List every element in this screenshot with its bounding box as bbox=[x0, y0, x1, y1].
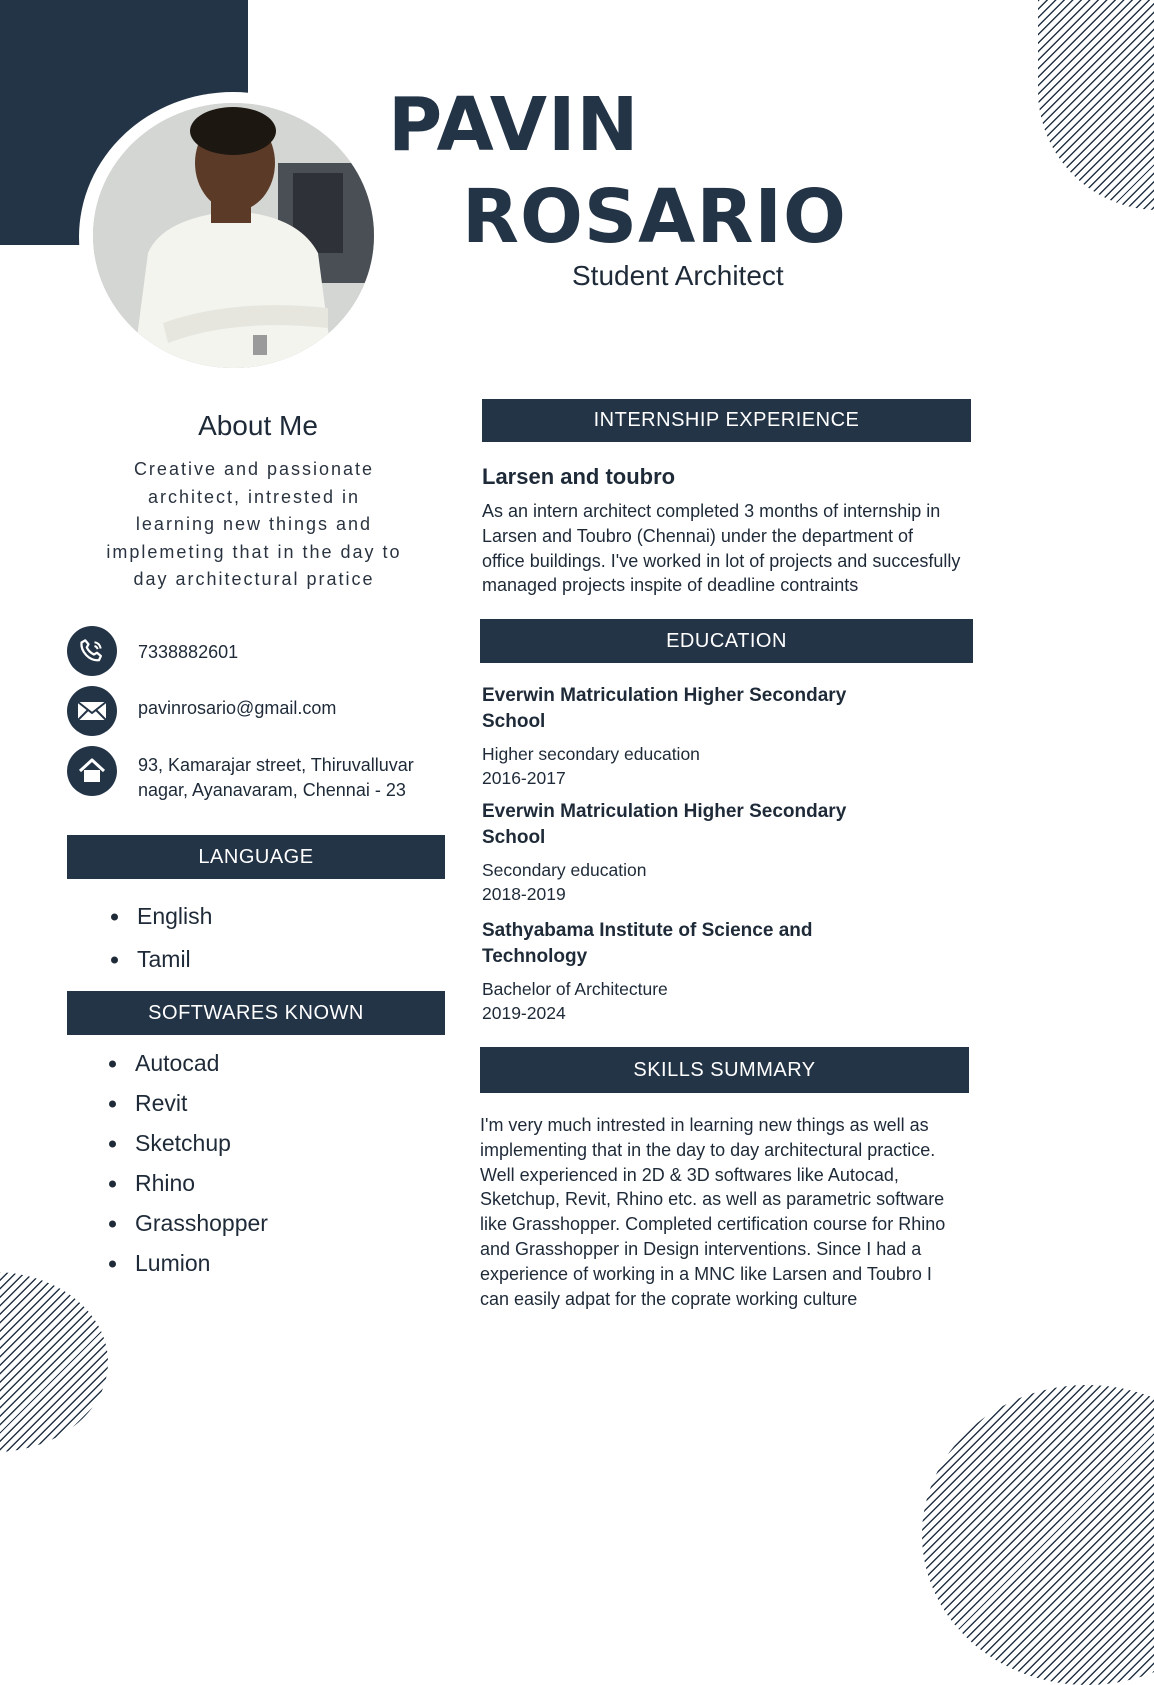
skills-line: and Grasshopper in Design interventions. Since I had a bbox=[480, 1238, 922, 1259]
phone-number: 7338882601 bbox=[138, 642, 239, 662]
skills-line: Well experienced in 2D & 3D softwares like Autocad, bbox=[480, 1164, 899, 1185]
phone-icon bbox=[67, 626, 117, 676]
software-item: Sketchup bbox=[135, 1130, 231, 1156]
internship-line: As an intern architect completed 3 months of internship in bbox=[482, 501, 941, 521]
education-years: 2019-2024 bbox=[482, 1002, 566, 1023]
home-icon bbox=[67, 746, 117, 796]
address-line-2: nagar, Ayanavaram, Chennai - 23 bbox=[138, 780, 406, 800]
skills-header: SKILLS SUMMARY bbox=[480, 1047, 969, 1093]
company-name: Larsen and toubro bbox=[482, 464, 676, 489]
address-line-1: 93, Kamarajar street, Thiruvalluvar bbox=[138, 755, 414, 775]
internship-header: INTERNSHIP EXPERIENCE bbox=[482, 399, 971, 442]
education-entry bbox=[482, 799, 942, 906]
mail-icon bbox=[67, 686, 117, 736]
education-level: Higher secondary education bbox=[482, 744, 700, 764]
language-item: Tamil bbox=[137, 946, 191, 972]
skills-line: I'm very much intrested in learning new things as well as bbox=[480, 1115, 929, 1135]
about-title: About Me bbox=[198, 410, 318, 441]
skills-summary bbox=[480, 1113, 1060, 1311]
internship-line: office buildings. I've worked in lot of projects and succesfully bbox=[482, 550, 961, 571]
software-item: Lumion bbox=[135, 1250, 211, 1276]
education-years: 2018-2019 bbox=[482, 883, 566, 904]
education-years: 2016-2017 bbox=[482, 767, 566, 788]
address bbox=[138, 753, 414, 803]
software-header: SOFTWARES KNOWN bbox=[67, 991, 445, 1035]
language-header: LANGUAGE bbox=[67, 835, 445, 879]
first-name: PAVIN bbox=[388, 82, 640, 168]
about-text: Creative and passionate architect, intrested in learning new things and implemeting that in the day to day architectural pratice bbox=[106, 459, 402, 589]
skills-line: experience of working in a MNC like Larsen and Toubro I bbox=[480, 1263, 932, 1284]
skills-line: can easily adpat for the coprate working culture bbox=[480, 1288, 858, 1309]
job-title: Student Architect bbox=[572, 260, 784, 291]
school-name-line-2: Technology bbox=[482, 946, 588, 967]
education-header: EDUCATION bbox=[480, 619, 973, 663]
internship-line: managed projects inspite of deadline contraints bbox=[482, 575, 859, 596]
software-item: Autocad bbox=[135, 1050, 220, 1076]
education-level: Secondary education bbox=[482, 860, 647, 880]
school-name-line-2: School bbox=[482, 827, 546, 848]
school-name-line-1: Sathyabama Institute of Science and bbox=[482, 920, 813, 941]
internship-description bbox=[482, 499, 1052, 598]
software-item: Revit bbox=[135, 1090, 188, 1116]
email-address: pavinrosario@gmail.com bbox=[138, 698, 337, 718]
skills-line: implementing that in the day to day architectural practice. bbox=[480, 1139, 936, 1160]
education-entry bbox=[482, 683, 942, 790]
school-name-line-1: Everwin Matriculation Higher Secondary bbox=[482, 685, 847, 706]
education-entry bbox=[482, 918, 942, 1025]
skills-line: Sketchup, Revit, Rhino etc. as well as parametric software bbox=[480, 1189, 945, 1210]
profile-photo bbox=[93, 103, 374, 368]
software-item: Rhino bbox=[135, 1170, 196, 1196]
education-level: Bachelor of Architecture bbox=[482, 979, 668, 999]
hatch-decoration-bottom-left bbox=[0, 1272, 108, 1452]
school-name-line-1: Everwin Matriculation Higher Secondary bbox=[482, 801, 847, 822]
skills-line: like Grasshopper. Completed certification course for Rhino bbox=[480, 1214, 946, 1235]
language-item: English bbox=[137, 903, 213, 929]
last-name: ROSARIO bbox=[462, 174, 847, 260]
internship-line: Larsen and Toubro (Chennai) under the department of bbox=[482, 525, 913, 546]
hatch-decoration-bottom-right bbox=[922, 1385, 1154, 1685]
school-name-line-2: School bbox=[482, 711, 546, 732]
hatch-decoration-top-right bbox=[1038, 0, 1154, 210]
software-item: Grasshopper bbox=[135, 1210, 268, 1236]
